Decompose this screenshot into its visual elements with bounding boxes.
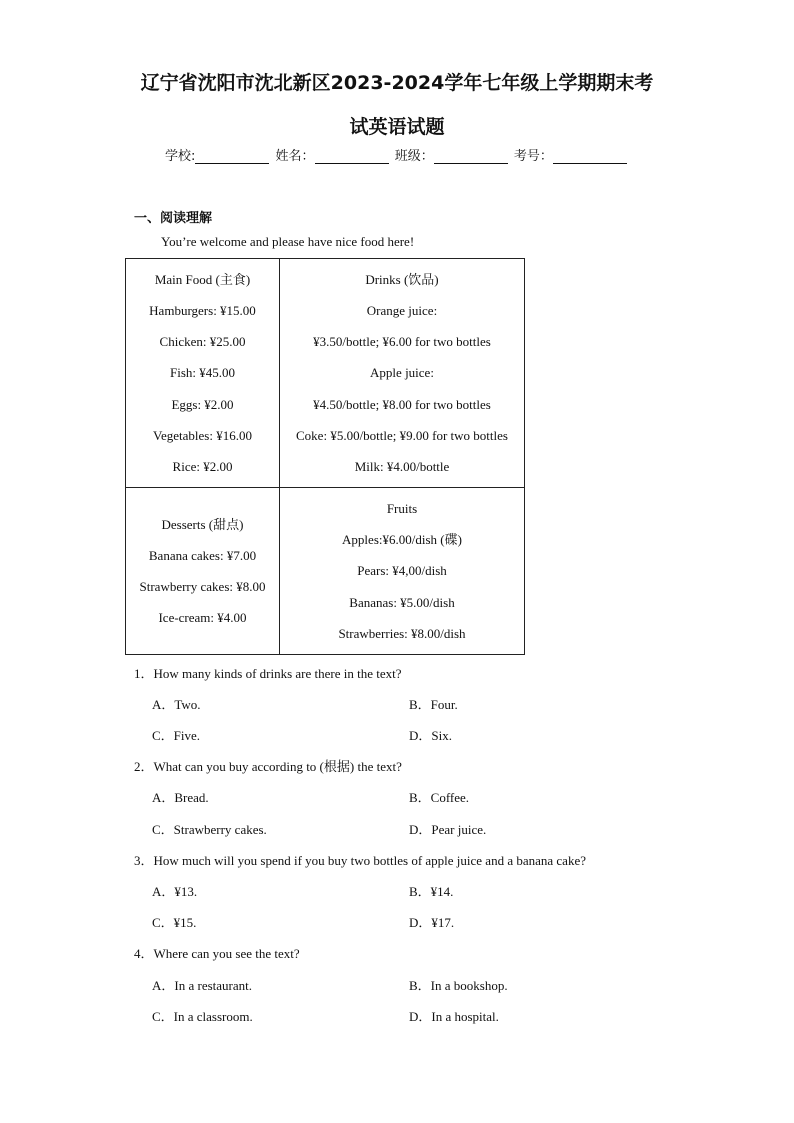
menu-item: Ice-cream: ¥4.00 <box>158 610 247 626</box>
desserts-cell <box>126 488 280 655</box>
school-label: 学校: <box>165 149 196 164</box>
class-blank[interactable] <box>434 149 508 164</box>
menu-item: ¥3.50/bottle; ¥6.00 for two bottles <box>313 334 491 350</box>
student-info-line <box>165 145 629 164</box>
question-1-option-b[interactable]: B．Four. <box>409 697 458 712</box>
page-title-line-1: 辽宁省沈阳市沈北新区2023-2024学年七年级上学期期末考 <box>140 72 654 94</box>
menu-item: Strawberry cakes: ¥8.00 <box>139 579 266 594</box>
question-4-option-b[interactable]: B．In a bookshop. <box>409 978 508 993</box>
question-1-option-c[interactable]: C．Five. <box>152 728 201 743</box>
menu-item: Apple juice: <box>370 365 434 381</box>
question-2-option-d[interactable]: D．Pear juice. <box>409 822 487 837</box>
question-4-option-a[interactable]: A．In a restaurant. <box>152 978 252 993</box>
menu-item: Chicken: ¥25.00 <box>159 334 246 350</box>
main-food-cell <box>126 259 280 488</box>
question-1-stem: 1．How many kinds of drinks are there in the text? <box>134 666 402 681</box>
name-label: 姓名： <box>275 149 315 164</box>
question-4-option-d[interactable]: D．In a hospital. <box>409 1009 499 1024</box>
drinks-cell <box>280 259 525 488</box>
menu-item: Orange juice: <box>366 303 438 319</box>
number-blank[interactable] <box>553 149 627 164</box>
menu-item: Strawberries: ¥8.00/dish <box>338 625 466 641</box>
main-food-heading: Main Food (主食) <box>154 271 251 287</box>
name-blank[interactable] <box>315 149 389 164</box>
question-3-option-d[interactable]: D．¥17. <box>409 915 455 930</box>
question-2-option-a[interactable]: A．Bread. <box>152 790 209 805</box>
menu-item: Eggs: ¥2.00 <box>171 396 234 412</box>
passage-intro: You’re welcome and please have nice food here! <box>161 234 415 249</box>
question-3-option-a[interactable]: A．¥13. <box>152 884 198 899</box>
menu-item: Bananas: ¥5.00/dish <box>349 594 455 610</box>
question-2-option-b[interactable]: B．Coffee. <box>409 790 470 805</box>
menu-item: Pears: ¥4,00/dish <box>357 563 447 579</box>
question-3-stem: 3．How much will you spend if you buy two bottles of apple juice and a banana cake? <box>134 853 586 868</box>
menu-item: Coke: ¥5.00/bottle; ¥9.00 for two bottles <box>296 427 508 443</box>
menu-item: ¥4.50/bottle; ¥8.00 for two bottles <box>313 396 491 412</box>
fruits-cell <box>280 488 525 655</box>
question-3-option-c[interactable]: C．¥15. <box>152 915 197 930</box>
menu-item: Banana cakes: ¥7.00 <box>148 547 257 563</box>
class-label: 班级： <box>394 149 434 164</box>
question-1-option-a[interactable]: A．Two. <box>152 697 201 712</box>
menu-item: Apples:¥6.00/dish (碟) <box>342 532 462 548</box>
menu-item: Hamburgers: ¥15.00 <box>149 303 256 319</box>
menu-table <box>125 258 525 655</box>
menu-item: Fish: ¥45.00 <box>169 365 235 381</box>
menu-item: Rice: ¥2.00 <box>172 458 233 474</box>
number-label: 考号： <box>513 149 553 164</box>
menu-item: Milk: ¥4.00/bottle <box>354 458 450 474</box>
page-title-line-2: 试英语试题 <box>349 116 445 138</box>
question-4-stem: 4．Where can you see the text? <box>134 946 300 961</box>
drinks-heading: Drinks (饮品) <box>365 271 439 287</box>
menu-item: Vegetables: ¥16.00 <box>153 427 252 443</box>
school-blank[interactable] <box>195 149 269 164</box>
fruits-heading: Fruits <box>386 501 418 517</box>
question-3-option-b[interactable]: B．¥14. <box>409 884 454 899</box>
desserts-heading: Desserts (甜点) <box>161 516 244 532</box>
question-2-option-c[interactable]: C．Strawberry cakes. <box>152 822 267 837</box>
question-2-stem: 2．What can you buy according to (根据) the text? <box>134 759 402 774</box>
question-1-option-d[interactable]: D．Six. <box>409 728 452 743</box>
section-heading: 一、阅读理解 <box>134 211 213 226</box>
question-4-option-c[interactable]: C．In a classroom. <box>152 1009 253 1024</box>
